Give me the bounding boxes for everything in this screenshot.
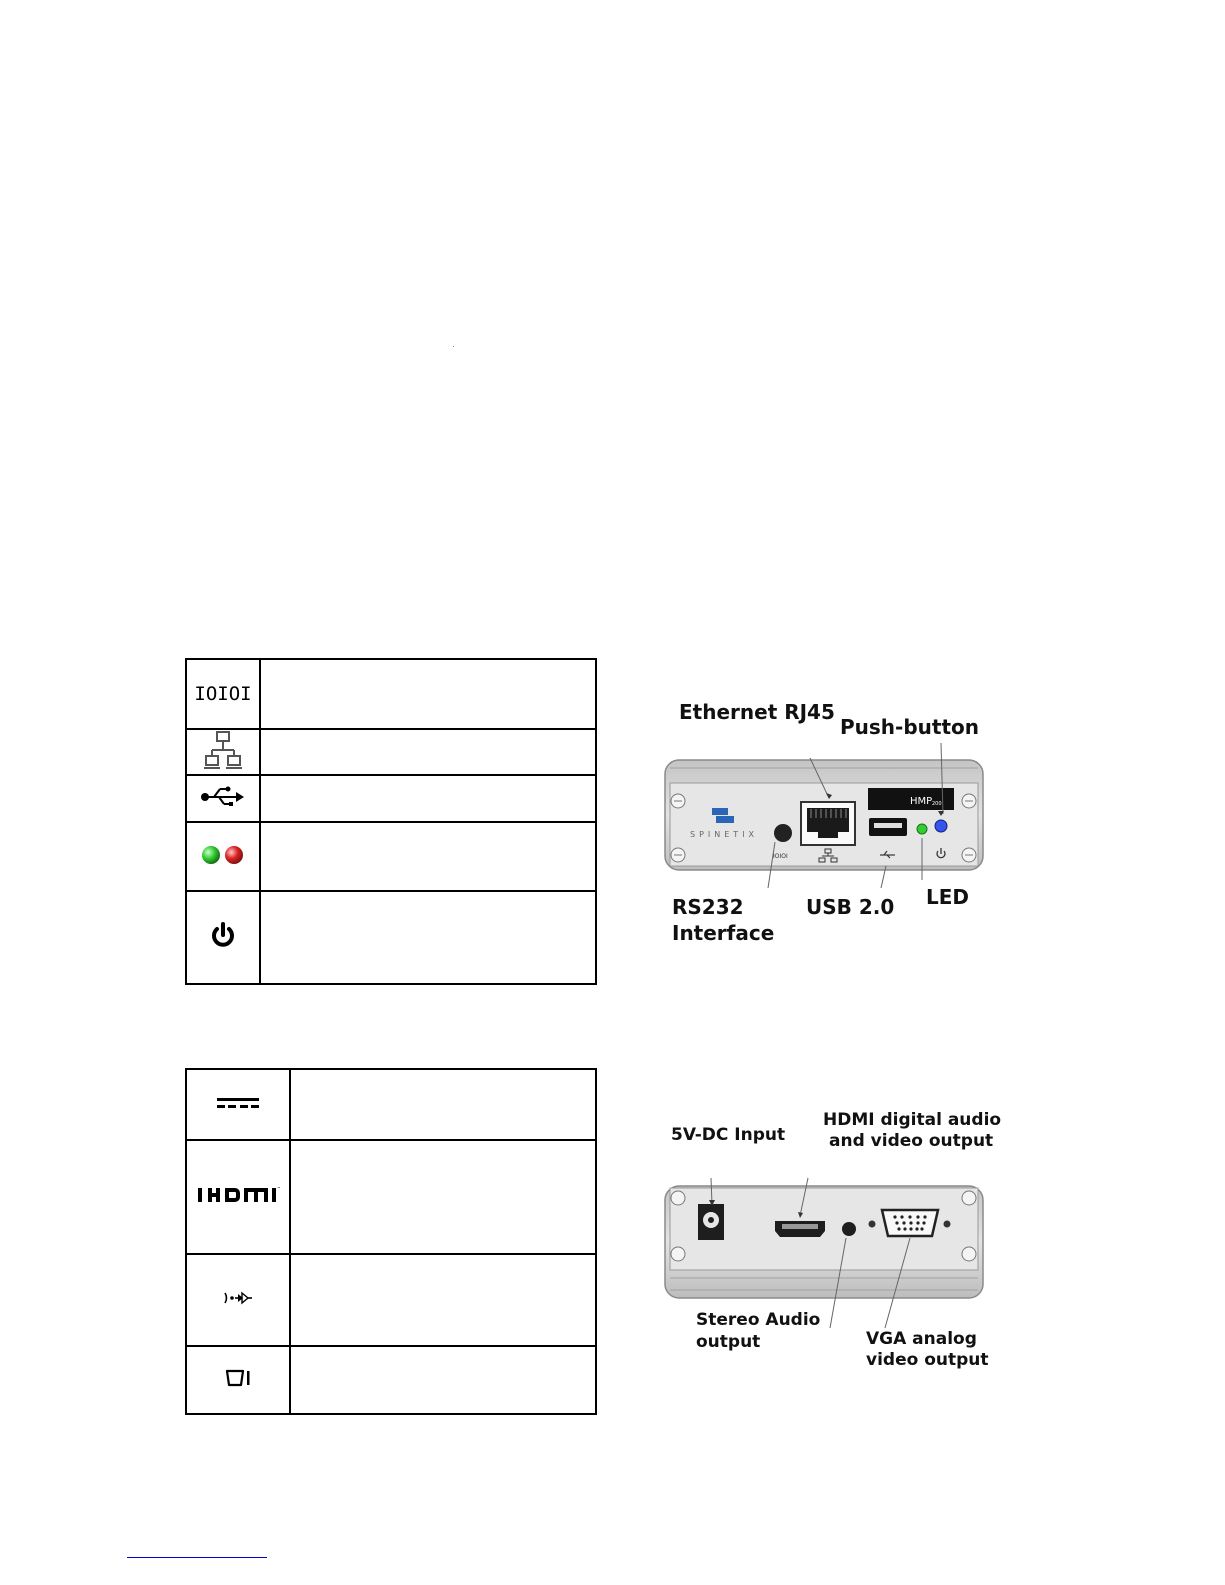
table-row: [186, 1346, 596, 1414]
led-symbol-cell: [186, 822, 260, 891]
dc-jack-icon: [698, 1204, 724, 1240]
hdmi-label-line1: HDMI digital audio: [823, 1110, 1002, 1130]
ethernet-label: Ethernet RJ45: [679, 700, 835, 724]
table-row: [186, 659, 596, 729]
network-symbol-cell: [186, 729, 260, 775]
hdmi-port-icon: [775, 1221, 825, 1237]
stereo-audio-label-line2: output: [696, 1332, 761, 1352]
vga-description-cell: [290, 1346, 596, 1414]
vga-label-line1: VGA analog: [866, 1329, 977, 1349]
network-icon: [203, 730, 243, 770]
vga-port-icon: [882, 1210, 938, 1236]
hdmi-label-line2: and video output: [829, 1131, 994, 1151]
usb-description-cell: [260, 775, 596, 822]
led-icon: [199, 842, 247, 868]
vga-screw-icon: [944, 1221, 951, 1228]
status-led-icon: [917, 824, 927, 834]
audio-symbol-cell: [186, 1254, 290, 1346]
rs232-description-cell: [260, 659, 596, 729]
push-button-led-icon[interactable]: [935, 820, 947, 832]
usb-port-icon: [869, 818, 907, 836]
network-description-cell: [260, 729, 596, 775]
audio-icon: [222, 1290, 254, 1306]
table-row: [186, 1069, 596, 1140]
footer-link-underline[interactable]: [127, 1557, 267, 1558]
power-symbol-cell: [186, 891, 260, 984]
audio-description-cell: [290, 1254, 596, 1346]
usb-icon: [200, 786, 246, 808]
brand-text: SPINETIX: [690, 830, 759, 839]
vga-screw-icon: [869, 1221, 876, 1228]
vga-label-line2: video output: [866, 1350, 989, 1370]
rs232-icon: IOIOI: [194, 683, 252, 705]
front-panel-illustration: [660, 738, 990, 888]
table-row: [186, 1254, 596, 1346]
table-row: [186, 891, 596, 984]
led-label: LED: [926, 885, 970, 909]
dc-description-cell: [290, 1069, 596, 1140]
rs232-interface-label: Interface: [672, 921, 775, 945]
back-panel-illustration: [660, 1178, 990, 1328]
hdmi-symbol-cell: [186, 1140, 290, 1254]
rs232-mark: IOIOI: [773, 853, 788, 860]
stray-mark: [453, 346, 454, 347]
dc-power-icon: [215, 1095, 261, 1111]
table-row: [186, 729, 596, 775]
table-row: [186, 822, 596, 891]
usb-symbol-cell: [186, 775, 260, 822]
push-button-label: Push-button: [840, 715, 979, 739]
hdmi-description-cell: [290, 1140, 596, 1254]
back-symbol-table: [185, 1068, 597, 1415]
rs232-symbol-cell: [186, 659, 260, 729]
usb-label: USB 2.0: [806, 895, 895, 919]
led-description-cell: [260, 822, 596, 891]
model-sub-text: 200: [932, 801, 942, 807]
vga-symbol-cell: [186, 1346, 290, 1414]
stereo-audio-label-line1: Stereo Audio: [696, 1310, 821, 1330]
table-row: [186, 1140, 596, 1254]
vga-icon: [224, 1369, 252, 1387]
power-icon: [210, 922, 236, 950]
hdmi-icon: [196, 1185, 280, 1205]
ethernet-port-icon: [801, 802, 855, 845]
power-description-cell: [260, 891, 596, 984]
dc-input-label: 5V-DC Input: [671, 1125, 786, 1145]
table-row: [186, 775, 596, 822]
audio-jack-icon: [842, 1222, 856, 1236]
front-symbol-table: [185, 658, 597, 985]
dc-symbol-cell: [186, 1069, 290, 1140]
hdmi-tm-mark: ™: [277, 1186, 281, 1191]
rs232-jack-icon: [774, 824, 792, 842]
rs232-label: RS232: [672, 895, 744, 919]
model-text: HMP: [910, 796, 933, 807]
